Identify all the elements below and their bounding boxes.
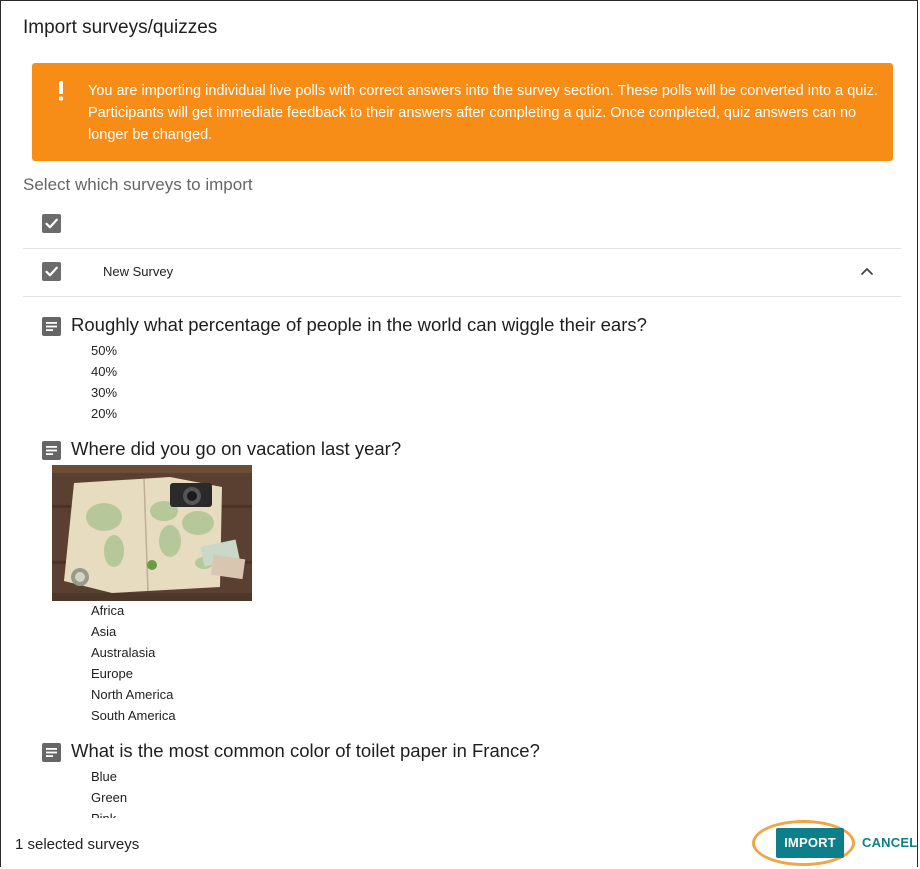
question-title: Where did you go on vacation last year?	[71, 438, 402, 459]
question-text-icon	[42, 441, 61, 460]
survey-checkbox[interactable]	[42, 262, 61, 281]
survey-name: New Survey	[103, 264, 174, 279]
alert-message: You are importing individual live polls with correct answers into the survey section. These polls will be converted into a quiz. Participants will get immediate feedback to their answers after completing a quiz. Once completed, quiz answers can no longer be changed.	[88, 83, 878, 143]
checkmark-icon	[42, 262, 61, 281]
import-button[interactable]: IMPORT	[776, 828, 844, 858]
answer-option: Europe	[91, 666, 133, 681]
select-all-checkbox[interactable]	[42, 214, 61, 233]
dialog-footer	[1, 818, 917, 868]
quiz-warning-alert	[32, 63, 893, 161]
questions-list[interactable]	[1, 297, 917, 818]
answer-option: 50%	[91, 343, 118, 358]
question-title: Roughly what percentage of people in the world can wiggle their ears?	[71, 314, 647, 335]
question-text-icon	[42, 743, 61, 762]
answer-option: 30%	[91, 385, 118, 400]
answer-option: Australasia	[91, 645, 156, 660]
select-heading: Select which surveys to import	[23, 175, 253, 194]
chevron-up-icon[interactable]	[858, 264, 876, 278]
answer-option: Africa	[91, 603, 125, 618]
cancel-button[interactable]: CANCEL	[862, 835, 918, 850]
question-title: What is the most common color of toilet paper in France?	[71, 740, 540, 761]
exclamation-icon	[54, 79, 68, 103]
answer-option: 20%	[91, 406, 118, 421]
answer-option: North America	[91, 687, 174, 702]
dialog-title: Import surveys/quizzes	[23, 17, 218, 38]
answer-option: 40%	[91, 364, 118, 379]
question-text-icon	[42, 317, 61, 336]
selected-count: 1 selected surveys	[15, 836, 140, 853]
checkmark-icon	[42, 214, 61, 233]
answer-option: Blue	[91, 769, 118, 784]
travel-map-image	[52, 465, 252, 601]
answer-option: Asia	[91, 624, 117, 639]
answer-option: South America	[91, 708, 176, 723]
answer-option: Green	[91, 790, 128, 805]
divider	[23, 248, 901, 249]
